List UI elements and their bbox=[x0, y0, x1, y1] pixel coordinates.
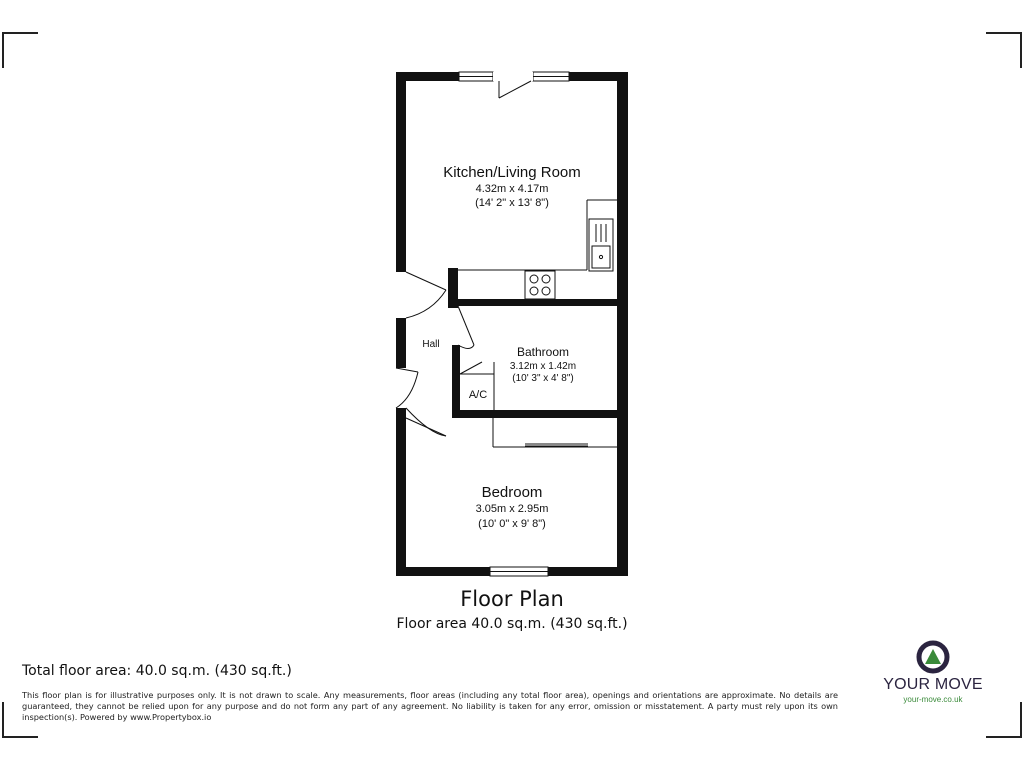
total-floor-area: Total floor area: 40.0 sq.m. (430 sq.ft.) bbox=[22, 663, 292, 679]
brand-logo bbox=[872, 640, 994, 704]
bathroom-name: Bathroom bbox=[516, 345, 570, 359]
ac-name: A/C bbox=[468, 389, 488, 401]
door-opening-living bbox=[396, 272, 406, 318]
bedroom-imperial: (10' 0" x 9' 8") bbox=[478, 518, 546, 530]
wardrobe bbox=[493, 418, 617, 447]
kitchen-imperial: (14' 2" x 13' 8") bbox=[475, 197, 549, 209]
hall-name: Hall bbox=[422, 339, 440, 350]
bedroom-name: Bedroom bbox=[481, 484, 543, 501]
sink-icon bbox=[589, 219, 613, 271]
plan-area: Floor area 40.0 sq.m. (430 sq.ft.) bbox=[396, 616, 628, 632]
disclaimer-text: This floor plan is for illustrative purposes only. It is not drawn to scale. Any measurements, floor areas (including any total floor area), openings and orientations are approximate. No details are guaranteed, they cannot be relied upon for any purpose and do not form any part of any agreement. No liability is taken for any error, omission or misstatement. A party must rely upon its own inspection(s). Powered by www.Propertybox.io bbox=[22, 690, 838, 722]
bathroom-metric: 3.12m x 1.42m bbox=[509, 361, 577, 372]
crop-mark-bottom-right bbox=[986, 702, 1022, 738]
kitchen-name: Kitchen/Living Room bbox=[443, 164, 581, 181]
bathroom-imperial: (10' 3" x 4' 8") bbox=[512, 373, 574, 384]
door-opening-entrance bbox=[396, 368, 406, 408]
brand-name: YOUR MOVE bbox=[883, 676, 983, 693]
brand-logo-icon bbox=[916, 640, 950, 674]
hob-icon bbox=[525, 271, 555, 299]
ac-cupboard bbox=[460, 362, 494, 410]
door-icon bbox=[493, 72, 533, 98]
brand-url: your-move.co.uk bbox=[903, 695, 963, 704]
plan-title: Floor Plan bbox=[460, 587, 564, 611]
bedroom-metric: 3.05m x 2.95m bbox=[475, 503, 549, 515]
window-icon bbox=[490, 567, 548, 576]
kitchen-metric: 4.32m x 4.17m bbox=[475, 183, 549, 195]
